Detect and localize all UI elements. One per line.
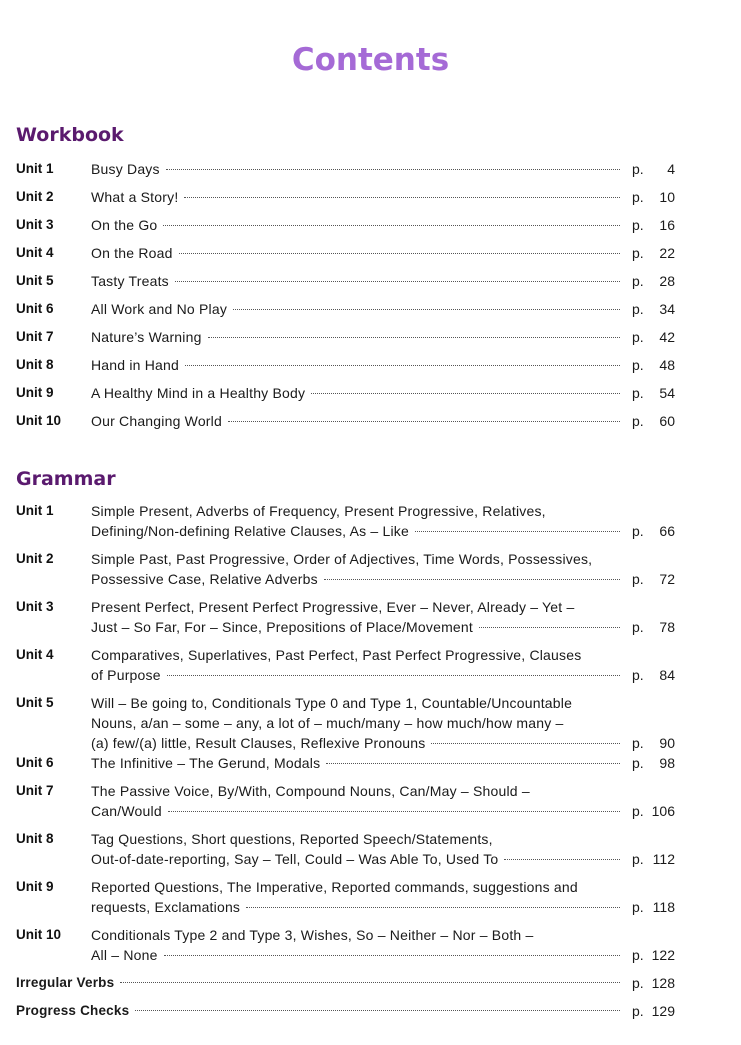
entry-line <box>91 849 620 869</box>
page-reference <box>632 411 675 431</box>
page-number: 72 <box>659 571 675 587</box>
page-reference <box>632 215 675 235</box>
page-prefix: p. <box>632 947 644 963</box>
entry-line <box>91 617 620 637</box>
page-reference <box>632 187 675 207</box>
entry-line: Reported Questions, The Imperative, Reported commands, suggestions and <box>91 879 578 895</box>
entry-line <box>91 521 620 541</box>
toc-entry[interactable] <box>0 829 741 877</box>
entry-body <box>16 1001 620 1021</box>
page-reference <box>632 849 675 869</box>
page-reference <box>632 355 675 375</box>
page-prefix: p. <box>632 803 644 819</box>
dot-leader <box>167 675 620 676</box>
page-prefix: p. <box>632 413 644 429</box>
dot-leader <box>479 627 620 628</box>
unit-label: Unit 4 <box>16 245 54 260</box>
page-number: 42 <box>659 329 675 345</box>
page-number: 122 <box>651 947 675 963</box>
toc-entry[interactable] <box>0 327 741 355</box>
page-prefix: p. <box>632 189 644 205</box>
page-number: 4 <box>667 161 675 177</box>
entry-body <box>91 271 620 291</box>
toc-entry[interactable] <box>0 271 741 299</box>
entry-body <box>91 645 620 685</box>
page-number: 16 <box>659 217 675 233</box>
dot-leader <box>504 859 620 860</box>
entry-body <box>91 829 620 869</box>
unit-label: Unit 8 <box>16 831 54 846</box>
dot-leader <box>208 337 620 338</box>
toc-entry[interactable] <box>0 877 741 925</box>
page-prefix: p. <box>632 217 644 233</box>
entry-line: Tag Questions, Short questions, Reported Speech/Statements, <box>91 831 493 847</box>
entry-title: Irregular Verbs <box>16 975 115 990</box>
entry-line: Simple Present, Adverbs of Frequency, Present Progressive, Relatives, <box>91 503 546 519</box>
unit-label: Unit 5 <box>16 273 54 288</box>
entry-line <box>91 897 620 917</box>
page-prefix: p. <box>632 755 644 771</box>
unit-label: Unit 10 <box>16 413 62 428</box>
entry-body <box>91 925 620 965</box>
entry-title: Progress Checks <box>16 1003 130 1018</box>
entry-body <box>91 383 620 403</box>
toc-entry[interactable] <box>0 383 741 411</box>
entry-line <box>16 1001 620 1021</box>
unit-label: Unit 4 <box>16 647 54 662</box>
page-number: 90 <box>659 735 675 751</box>
toc-entry[interactable] <box>0 355 741 383</box>
page-number: 34 <box>659 301 675 317</box>
entry-body <box>91 597 620 637</box>
page-title: Contents <box>291 42 450 78</box>
page-number: 28 <box>659 273 675 289</box>
entry-title: On the Road <box>91 245 173 261</box>
toc-entry[interactable] <box>0 159 741 187</box>
page-prefix: p. <box>632 161 644 177</box>
page-number: 60 <box>659 413 675 429</box>
unit-label: Unit 6 <box>16 755 54 770</box>
page-reference <box>632 327 675 347</box>
page-reference <box>632 243 675 263</box>
toc-entry[interactable] <box>0 215 741 243</box>
page-prefix: p. <box>632 735 644 751</box>
entry-title: Possessive Case, Relative Adverbs <box>91 571 318 587</box>
page-reference <box>632 159 675 179</box>
dot-leader <box>179 253 620 254</box>
toc-entry[interactable] <box>0 501 741 549</box>
toc-entry[interactable] <box>0 645 741 693</box>
entry-title: Our Changing World <box>91 413 222 429</box>
page-number: 112 <box>652 851 675 867</box>
workbook-heading: Workbook <box>16 124 124 146</box>
toc-entry[interactable] <box>0 925 741 973</box>
entry-line: Simple Past, Past Progressive, Order of Adjectives, Time Words, Possessives, <box>91 551 593 567</box>
entry-line <box>91 327 620 347</box>
page-prefix: p. <box>632 667 644 683</box>
unit-label: Unit 2 <box>16 189 54 204</box>
dot-leader <box>246 907 620 908</box>
page-prefix: p. <box>632 301 644 317</box>
page-reference <box>632 569 675 589</box>
dot-leader <box>135 1010 620 1011</box>
entry-body <box>16 973 620 993</box>
page-prefix: p. <box>632 619 644 635</box>
entry-line <box>91 569 620 589</box>
dot-leader <box>185 365 620 366</box>
dot-leader <box>431 743 620 744</box>
toc-entry[interactable] <box>0 597 741 645</box>
entry-line <box>91 411 620 431</box>
entry-body <box>91 411 620 431</box>
page-number: 54 <box>659 385 675 401</box>
entry-line: Nouns, a/an – some – any, a lot of – much/many – how much/how many – <box>91 715 564 731</box>
page-prefix: p. <box>632 899 644 915</box>
entry-title: Out-of-date-reporting, Say – Tell, Could – Was Able To, Used To <box>91 851 499 867</box>
entry-line <box>91 187 620 207</box>
entry-line: Will – Be going to, Conditionals Type 0 and Type 1, Countable/Uncountable <box>91 695 573 711</box>
toc-entry[interactable] <box>0 693 741 753</box>
page-prefix: p. <box>632 975 644 991</box>
entry-line <box>91 753 620 773</box>
dot-leader <box>163 225 620 226</box>
page-prefix: p. <box>632 385 644 401</box>
entry-line: Conditionals Type 2 and Type 3, Wishes, So – Neither – Nor – Both – <box>91 927 534 943</box>
entry-body <box>91 781 620 821</box>
unit-label: Unit 1 <box>16 161 54 176</box>
page-prefix: p. <box>632 523 644 539</box>
entry-body <box>91 243 620 263</box>
unit-label: Unit 10 <box>16 927 62 942</box>
page-number: 84 <box>659 667 675 683</box>
unit-label: Unit 1 <box>16 503 54 518</box>
toc-entry[interactable] <box>0 549 741 597</box>
unit-label: Unit 9 <box>16 385 54 400</box>
unit-label: Unit 9 <box>16 879 54 894</box>
dot-leader <box>233 309 620 310</box>
page-reference <box>632 897 675 917</box>
page-reference <box>632 521 675 541</box>
page-number: 129 <box>651 1003 675 1019</box>
grammar-heading: Grammar <box>16 468 116 490</box>
page-prefix: p. <box>632 273 644 289</box>
entry-title: Busy Days <box>91 161 160 177</box>
page-number: 98 <box>659 755 675 771</box>
unit-label: Unit 6 <box>16 301 54 316</box>
page-reference <box>632 271 675 291</box>
entry-title: Hand in Hand <box>91 357 180 373</box>
page-reference <box>632 945 675 965</box>
entry-title: requests, Exclamations <box>91 899 241 915</box>
page-number: 48 <box>659 357 675 373</box>
page-reference <box>632 1001 675 1021</box>
entry-title: What a Story! <box>91 189 179 205</box>
page-reference <box>632 617 675 637</box>
entry-line: Present Perfect, Present Perfect Progressive, Ever – Never, Already – Yet – <box>91 599 575 615</box>
entry-body <box>91 753 620 773</box>
unit-label: Unit 3 <box>16 599 54 614</box>
entry-line <box>91 215 620 235</box>
dot-leader <box>228 421 620 422</box>
dot-leader <box>415 531 620 532</box>
grammar-list <box>0 501 741 1029</box>
page-prefix: p. <box>632 329 644 345</box>
dot-leader <box>311 393 620 394</box>
unit-label: Unit 7 <box>16 783 54 798</box>
entry-body <box>91 355 620 375</box>
dot-leader <box>184 197 620 198</box>
entry-line <box>91 271 620 291</box>
entry-body <box>91 877 620 917</box>
entry-title: Nature’s Warning <box>91 329 202 345</box>
entry-line <box>91 733 620 753</box>
page-prefix: p. <box>632 1003 644 1019</box>
toc-entry[interactable] <box>0 411 741 439</box>
entry-title: All – None <box>91 947 158 963</box>
entry-line: The Passive Voice, By/With, Compound Nouns, Can/May – Should – <box>91 783 530 799</box>
entry-line: Comparatives, Superlatives, Past Perfect, Past Perfect Progressive, Clauses <box>91 647 582 663</box>
page-number: 66 <box>659 523 675 539</box>
page-reference <box>632 801 675 821</box>
dot-leader <box>164 955 620 956</box>
entry-line <box>91 159 620 179</box>
entry-title: Tasty Treats <box>91 273 169 289</box>
entry-title: The Infinitive – The Gerund, Modals <box>91 755 321 771</box>
dot-leader <box>168 811 620 812</box>
entry-title: All Work and No Play <box>91 301 228 317</box>
entry-body <box>91 693 620 753</box>
toc-entry[interactable] <box>0 781 741 829</box>
page-reference <box>632 383 675 403</box>
page-prefix: p. <box>632 571 644 587</box>
entry-line <box>16 973 620 993</box>
toc-entry[interactable] <box>0 753 741 781</box>
entry-line <box>91 243 620 263</box>
toc-entry[interactable] <box>0 243 741 271</box>
toc-entry[interactable] <box>0 299 741 327</box>
workbook-list <box>0 159 741 439</box>
dot-leader <box>175 281 620 282</box>
entry-body <box>91 159 620 179</box>
entry-body <box>91 187 620 207</box>
unit-label: Unit 8 <box>16 357 54 372</box>
entry-title: Just – So Far, For – Since, Prepositions of Place/Movement <box>91 619 473 635</box>
entry-body <box>91 549 620 589</box>
page-number: 10 <box>659 189 675 205</box>
entry-title: of Purpose <box>91 667 161 683</box>
page-prefix: p. <box>632 245 644 261</box>
entry-title: (a) few/(a) little, Result Clauses, Reflexive Pronouns <box>91 735 426 751</box>
toc-entry[interactable] <box>0 973 741 1001</box>
page-number: 128 <box>651 975 675 991</box>
page-prefix: p. <box>632 357 644 373</box>
page-number: 118 <box>652 899 675 915</box>
entry-line <box>91 665 620 685</box>
page-reference <box>632 753 675 773</box>
toc-entry[interactable] <box>0 187 741 215</box>
entry-line <box>91 299 620 319</box>
page-number: 22 <box>659 245 675 261</box>
entry-title: Can/Would <box>91 803 162 819</box>
dot-leader <box>326 763 620 764</box>
unit-label: Unit 5 <box>16 695 54 710</box>
page-number: 78 <box>659 619 675 635</box>
entry-title: On the Go <box>91 217 158 233</box>
entry-line <box>91 383 620 403</box>
page-prefix: p. <box>632 851 644 867</box>
entry-line <box>91 801 620 821</box>
entry-body <box>91 215 620 235</box>
dot-leader <box>324 579 620 580</box>
toc-entry[interactable] <box>0 1001 741 1029</box>
unit-label: Unit 3 <box>16 217 54 232</box>
page-reference <box>632 733 675 753</box>
entry-line <box>91 355 620 375</box>
page-reference <box>632 665 675 685</box>
page-reference <box>632 973 675 993</box>
entry-body <box>91 501 620 541</box>
unit-label: Unit 2 <box>16 551 54 566</box>
page-reference <box>632 299 675 319</box>
unit-label: Unit 7 <box>16 329 54 344</box>
entry-body <box>91 327 620 347</box>
entry-line <box>91 945 620 965</box>
dot-leader <box>120 982 620 983</box>
entry-body <box>91 299 620 319</box>
page-number: 106 <box>651 803 675 819</box>
dot-leader <box>166 169 620 170</box>
entry-title: Defining/Non-defining Relative Clauses, As – Like <box>91 523 409 539</box>
entry-title: A Healthy Mind in a Healthy Body <box>91 385 306 401</box>
